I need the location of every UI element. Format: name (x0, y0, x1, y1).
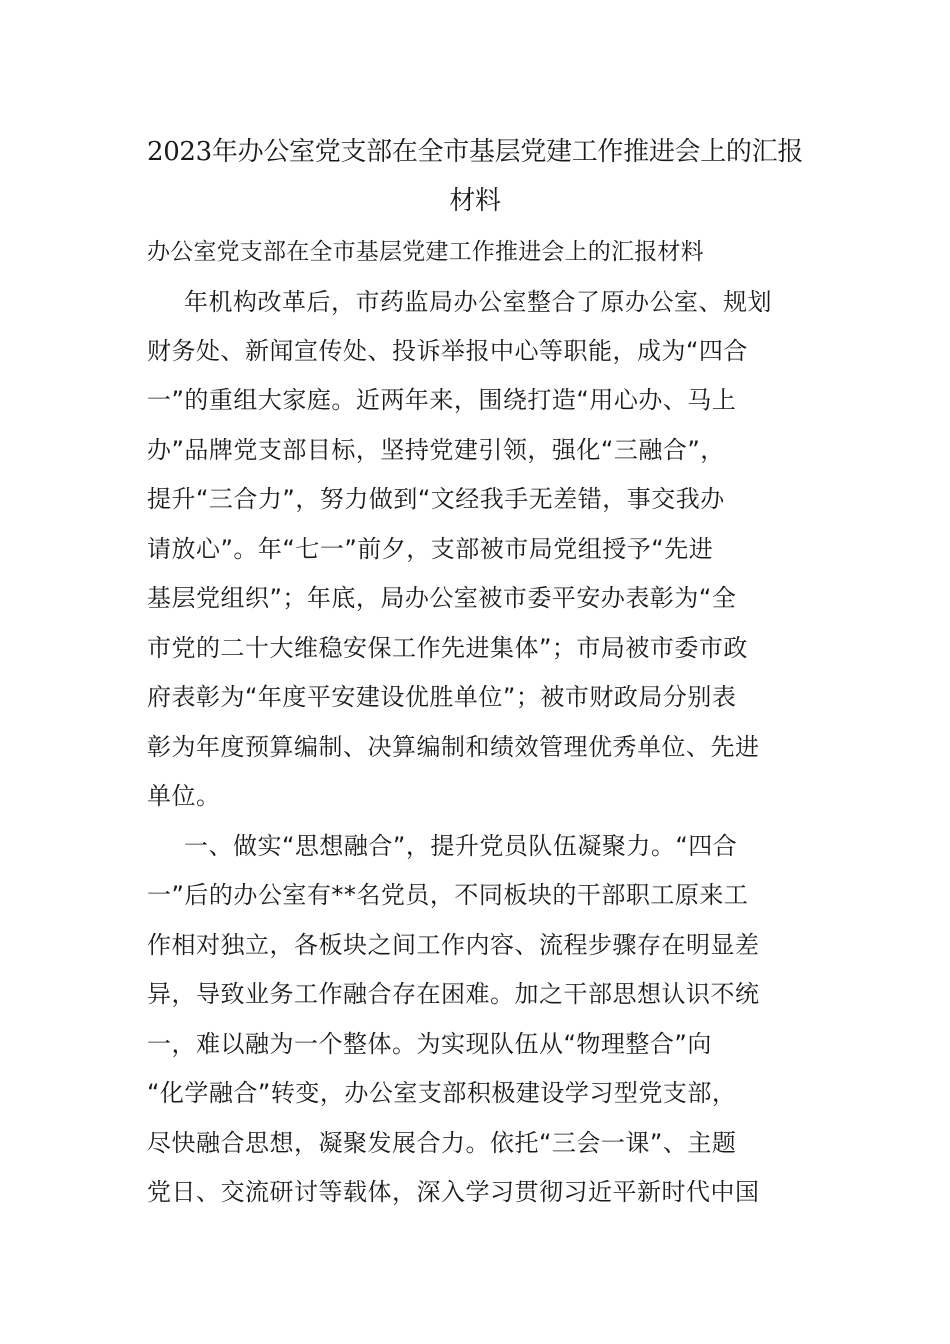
document-title-line-1: 2023年办公室党支部在全市基层党建工作推进会上的汇报 (146, 137, 804, 167)
document-title-line-2: 材料 (449, 186, 501, 216)
paragraph-line: 一”的重组大家庭。近两年来，围绕打造“用心办、马上 (147, 386, 737, 414)
paragraph-line: 办”品牌党支部目标，坚持党建引领，强化“三融合”， (147, 436, 725, 464)
paragraph-line: 一，难以融为一个整体。为实现队伍从“物理整合”向 (147, 1030, 712, 1058)
paragraph-line: 尽快融合思想，凝聚发展合力。依托“三会一课”、主题 (147, 1129, 737, 1157)
paragraph-line: 异，导致业务工作融合存在困难。加之干部思想认识不统 (147, 980, 760, 1008)
paragraph-line: 请放心”。年“七一”前夕，支部被市局党组授予“先进 (147, 535, 714, 563)
document-subtitle: 办公室党支部在全市基层党建工作推进会上的汇报材料 (147, 239, 704, 265)
paragraph-line: 单位。 (147, 782, 221, 810)
paragraph-line: 府表彰为“年度平安建设优胜单位”；被市财政局分别表 (147, 683, 737, 711)
paragraph-line: 财务处、新闻宣传处、投诉举报中心等职能，成为“四合 (147, 337, 748, 365)
paragraph-line: “化学融合”转变，办公室支部积极建设学习型党支部， (147, 1079, 737, 1107)
paragraph-line: 党日、交流研讨等载体，深入学习贯彻习近平新时代中国 (147, 1178, 760, 1206)
paragraph-line: 一、做实“思想融合”，提升党员队伍凝聚力。“四合 (184, 832, 738, 860)
paragraph-line: 一”后的办公室有**名党员，不同板块的干部职工原来工 (147, 881, 749, 909)
paragraph-line: 年机构改革后，市药监局办公室整合了原办公室、规划 (184, 288, 772, 316)
paragraph-line: 作相对独立，各板块之间工作内容、流程步骤存在明显差 (147, 931, 760, 959)
paragraph-line: 市党的二十大维稳安保工作先进集体”；市局被市委市政 (147, 634, 748, 662)
paragraph-line: 彰为年度预算编制、决算编制和绩效管理优秀单位、先进 (147, 733, 760, 761)
paragraph-line: 基层党组织”；年底，局办公室被市委平安办表彰为“全 (147, 584, 737, 612)
paragraph-line: 提升“三合力”，努力做到“文经我手无差错，事交我办 (147, 485, 725, 513)
